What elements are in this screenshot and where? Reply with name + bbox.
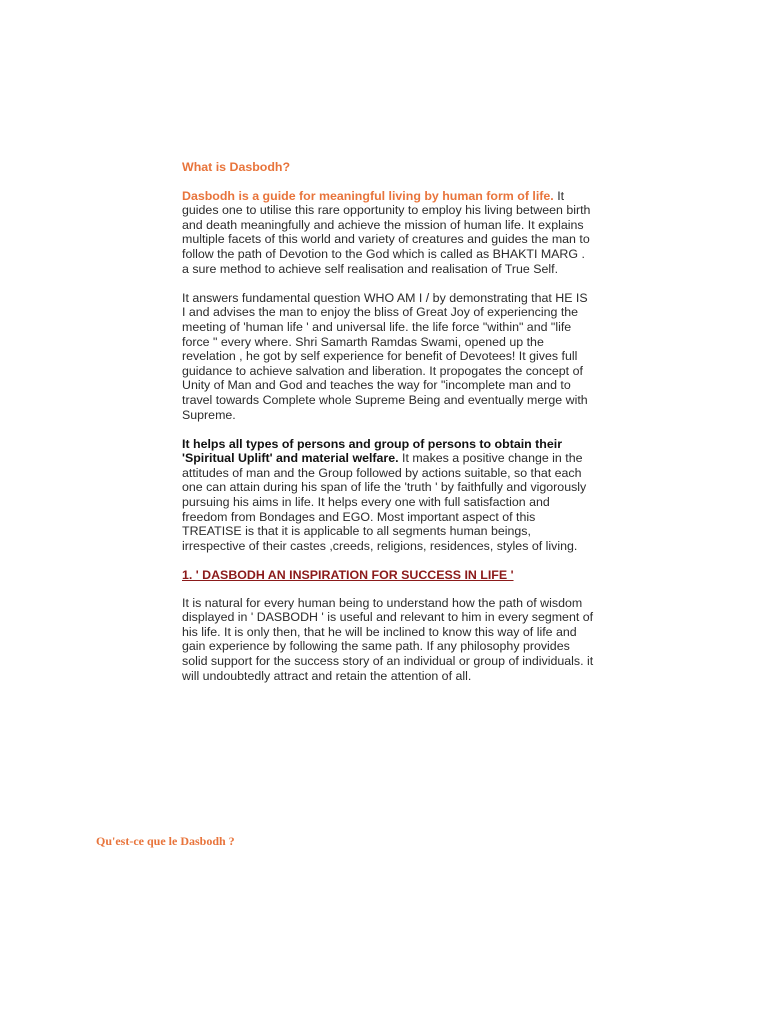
- inspiration-paragraph: It is natural for every human being to understand how the path of wisdom displayed in ' DASBODH ' is useful and relevant to him in every segment of his life. It is only then, that he will be inclined to know this way of life and gain experience by following the same path. If any philosophy provides solid support for the success story of an individual or group of individuals. it will undoubtedly attract and retain the attention of all.: [182, 595, 594, 683]
- intro-paragraph: [182, 189, 594, 277]
- who-am-i-paragraph: It answers fundamental question WHO AM I / by demonstrating that HE IS I and advises the man to enjoy the bliss of Great Joy of experiencing the meeting of 'human life ' and universal life. the life force "within" and "life force " every where. Shri Samarth Ramdas Swami, opened up the revelation , he got by self experience for benefit of Devotees! It gives full guidance to achieve salvation and liberation. It propogates the concept of Unity of Man and God and teaches the way for "incomplete man and to travel towards Complete whole Supreme Being and eventually merge with Supreme.: [182, 290, 588, 422]
- benefits-lead-text: It helps all types of persons and group of persons to obtain their 'Spiritual Uplift' and material welfare.: [182, 436, 563, 466]
- benefits-body-text: It makes a positive change in the attitudes of man and the Group followed by actions suitable, so that each one can attain during his span of life the 'truth ' by faithfully and vigorously pursuing his aims in life. It helps every one with full satisfaction and freedom from Bondages and EGO. Most important aspect of this TREATISE is that it is applicable to all segments human beings, irrespective of their castes ,creeds, religions, residences, styles of living.: [182, 451, 587, 553]
- section-heading-inspiration: 1. ' DASBODH AN INSPIRATION FOR SUCCESS IN LIFE ': [182, 568, 514, 583]
- benefits-paragraph: [182, 437, 594, 554]
- french-title: Qu'est-ce que le Dasbodh ?: [96, 834, 235, 848]
- document-body: [182, 160, 594, 698]
- intro-lead-text: Dasbodh is a guide for meaningful living by human form of life.: [182, 188, 554, 203]
- document-title: What is Dasbodh?: [182, 160, 291, 174]
- intro-body-text: It guides one to utilise this rare opportunity to employ his living between birth and death meaningfully and achieve the mission of human life. It explains multiple facets of this world and variety of creatures and guides the man to follow the path of Devotion to the God which is called as BHAKTI MARG . a sure method to achieve self realisation and realisation of True Self.: [182, 188, 591, 276]
